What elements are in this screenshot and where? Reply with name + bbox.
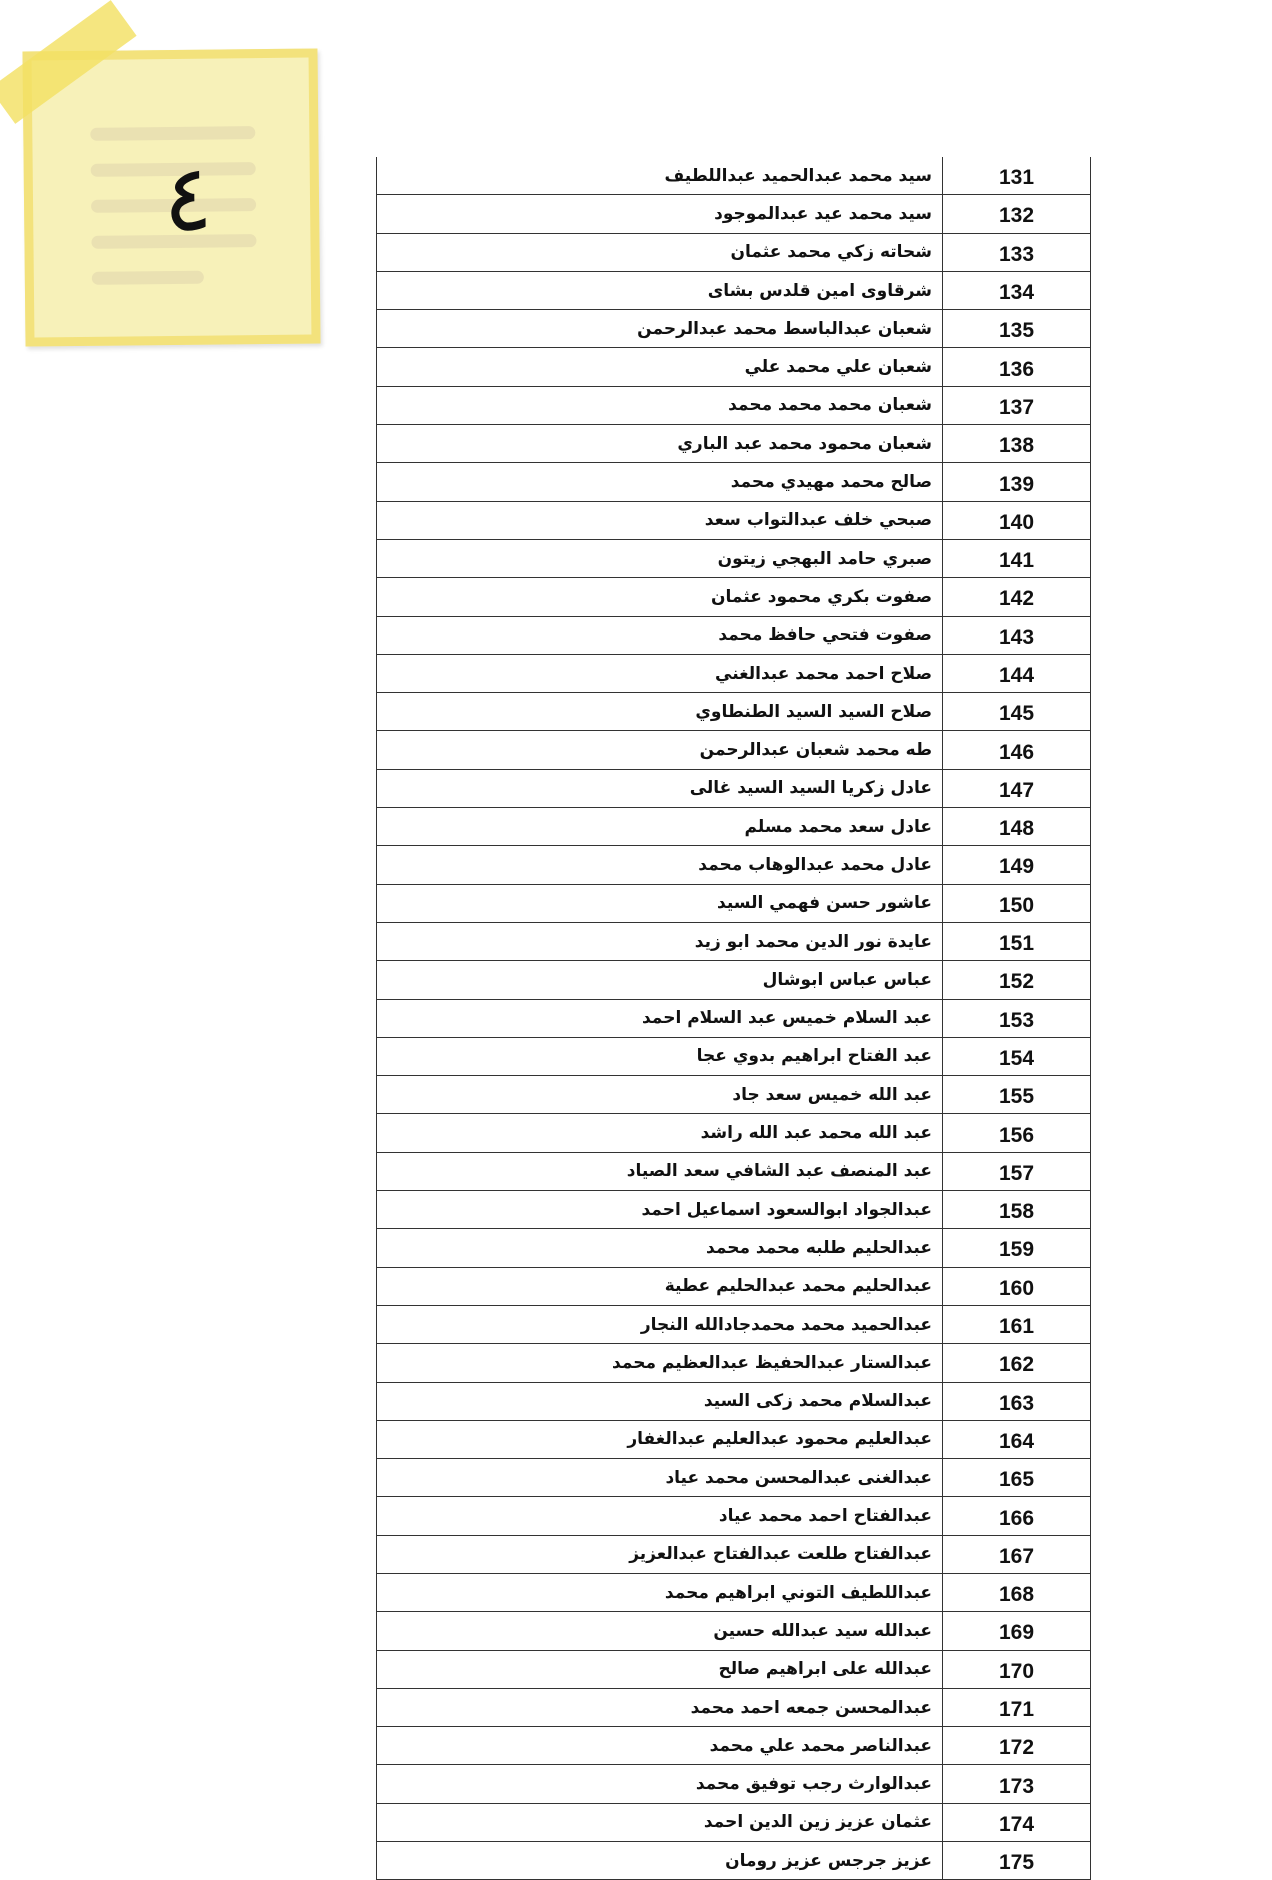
table-row: [377, 693, 1091, 731]
number-cell: 146: [943, 731, 1091, 769]
name-cell: شعبان محمود محمد عبد الباري: [377, 425, 943, 463]
number-cell: 142: [943, 578, 1091, 616]
number-cell: 131: [943, 157, 1091, 195]
name-cell: عاشور حسن فهمي السيد: [377, 884, 943, 922]
number-cell: 164: [943, 1420, 1091, 1458]
table-row: [377, 1497, 1091, 1535]
number-cell: 134: [943, 271, 1091, 309]
number-cell: 163: [943, 1382, 1091, 1420]
number-cell: 155: [943, 1076, 1091, 1114]
table-row: [377, 539, 1091, 577]
table-row: [377, 501, 1091, 539]
number-cell: 174: [943, 1803, 1091, 1841]
name-cell: عبد الفتاح ابراهيم بدوي عجا: [377, 1037, 943, 1075]
table-row: [377, 654, 1091, 692]
number-cell: 138: [943, 425, 1091, 463]
number-cell: 160: [943, 1267, 1091, 1305]
name-cell: عزيز جرجس عزيز رومان: [377, 1842, 943, 1880]
number-cell: 135: [943, 310, 1091, 348]
table-row: [377, 157, 1091, 195]
number-cell: 158: [943, 1191, 1091, 1229]
table-row: [377, 1076, 1091, 1114]
number-cell: 141: [943, 539, 1091, 577]
table-row: [377, 1535, 1091, 1573]
number-cell: 175: [943, 1842, 1091, 1880]
table-row: [377, 1382, 1091, 1420]
table-row: [377, 1267, 1091, 1305]
table-row: [377, 731, 1091, 769]
number-cell: 169: [943, 1612, 1091, 1650]
name-cell: عبدالحميد محمد محمدجادالله النجار: [377, 1305, 943, 1343]
table-row: [377, 769, 1091, 807]
number-cell: 147: [943, 769, 1091, 807]
number-cell: 167: [943, 1535, 1091, 1573]
name-cell: عبد الله محمد عبد الله راشد: [377, 1114, 943, 1152]
number-cell: 136: [943, 348, 1091, 386]
name-cell: عبد المنصف عبد الشافي سعد الصياد: [377, 1152, 943, 1190]
number-cell: 161: [943, 1305, 1091, 1343]
name-cell: سيد محمد عبدالحميد عبداللطيف: [377, 157, 943, 195]
name-cell: شرقاوى امين قلدس بشاى: [377, 271, 943, 309]
number-cell: 156: [943, 1114, 1091, 1152]
name-cell: عبدالمحسن جمعه احمد محمد: [377, 1688, 943, 1726]
name-cell: عبدالله سيد عبدالله حسين: [377, 1612, 943, 1650]
table-row: [377, 1344, 1091, 1382]
number-cell: 173: [943, 1765, 1091, 1803]
table-row: [377, 1573, 1091, 1611]
name-cell: عبدالفتاح احمد محمد عياد: [377, 1497, 943, 1535]
name-cell: عادل زكريا السيد السيد غالى: [377, 769, 943, 807]
number-cell: 144: [943, 654, 1091, 692]
number-cell: 145: [943, 693, 1091, 731]
name-cell: عثمان عزيز زين الدين احمد: [377, 1803, 943, 1841]
name-cell: صفوت بكري محمود عثمان: [377, 578, 943, 616]
number-cell: 143: [943, 616, 1091, 654]
table-row: [377, 386, 1091, 424]
note-line-decoration: [92, 271, 204, 285]
table-row: [377, 1191, 1091, 1229]
names-table-body: [377, 157, 1091, 1880]
table-row: [377, 1420, 1091, 1458]
number-cell: 132: [943, 195, 1091, 233]
sticky-note: [22, 48, 320, 346]
table-row: [377, 1727, 1091, 1765]
name-cell: عبدالفتاح طلعت عبدالفتاح عبدالعزيز: [377, 1535, 943, 1573]
table-row: [377, 348, 1091, 386]
name-cell: عبدالحليم طلبه محمد محمد: [377, 1229, 943, 1267]
table-row: [377, 846, 1091, 884]
table-row: [377, 922, 1091, 960]
name-cell: صبحي خلف عبدالتواب سعد: [377, 501, 943, 539]
number-cell: 172: [943, 1727, 1091, 1765]
number-cell: 140: [943, 501, 1091, 539]
number-cell: 166: [943, 1497, 1091, 1535]
page-number: ٤: [162, 144, 214, 253]
table-row: [377, 1229, 1091, 1267]
number-cell: 148: [943, 808, 1091, 846]
table-row: [377, 1765, 1091, 1803]
table-row: [377, 578, 1091, 616]
number-cell: 153: [943, 999, 1091, 1037]
name-cell: عايدة نور الدين محمد ابو زيد: [377, 922, 943, 960]
table-row: [377, 1688, 1091, 1726]
table-row: [377, 1037, 1091, 1075]
number-cell: 171: [943, 1688, 1091, 1726]
name-cell: عبدالجواد ابوالسعود اسماعيل احمد: [377, 1191, 943, 1229]
number-cell: 154: [943, 1037, 1091, 1075]
table-row: [377, 310, 1091, 348]
name-cell: عبدالغنى عبدالمحسن محمد عياد: [377, 1459, 943, 1497]
table-row: [377, 1650, 1091, 1688]
table-row: [377, 884, 1091, 922]
table-row: [377, 1842, 1091, 1880]
table-row: [377, 1803, 1091, 1841]
table-row: [377, 999, 1091, 1037]
number-cell: 157: [943, 1152, 1091, 1190]
name-cell: شعبان علي محمد علي: [377, 348, 943, 386]
number-cell: 151: [943, 922, 1091, 960]
name-cell: عبداللطيف التوني ابراهيم محمد: [377, 1573, 943, 1611]
table-row: [377, 425, 1091, 463]
table-row: [377, 1114, 1091, 1152]
name-cell: صبري حامد البهجي زيتون: [377, 539, 943, 577]
name-cell: عادل سعد محمد مسلم: [377, 808, 943, 846]
number-cell: 162: [943, 1344, 1091, 1382]
number-cell: 133: [943, 233, 1091, 271]
number-cell: 168: [943, 1573, 1091, 1611]
name-cell: عبدالعليم محمود عبدالعليم عبدالغفار: [377, 1420, 943, 1458]
table-row: [377, 233, 1091, 271]
name-cell: صلاح السيد السيد الطنطاوي: [377, 693, 943, 731]
number-cell: 150: [943, 884, 1091, 922]
name-cell: عبدالستار عبدالحفيظ عبدالعظيم محمد: [377, 1344, 943, 1382]
name-cell: شعبان محمد محمد محمد: [377, 386, 943, 424]
name-cell: عبدالناصر محمد علي محمد: [377, 1727, 943, 1765]
table-row: [377, 1152, 1091, 1190]
name-cell: شحاته زكي محمد عثمان: [377, 233, 943, 271]
name-cell: عبد الله خميس سعد جاد: [377, 1076, 943, 1114]
number-cell: 165: [943, 1459, 1091, 1497]
name-cell: صفوت فتحي حافظ محمد: [377, 616, 943, 654]
number-cell: 170: [943, 1650, 1091, 1688]
table-row: [377, 1612, 1091, 1650]
name-cell: عادل محمد عبدالوهاب محمد: [377, 846, 943, 884]
table-row: [377, 1305, 1091, 1343]
table-row: [377, 463, 1091, 501]
name-cell: عبدالوارث رجب توفيق محمد: [377, 1765, 943, 1803]
table-row: [377, 961, 1091, 999]
table-row: [377, 808, 1091, 846]
name-cell: عبدالسلام محمد زكى السيد: [377, 1382, 943, 1420]
name-cell: عباس عباس ابوشال: [377, 961, 943, 999]
names-table: [376, 157, 1091, 1880]
table-row: [377, 271, 1091, 309]
number-cell: 149: [943, 846, 1091, 884]
name-cell: عبد السلام خميس عبد السلام احمد: [377, 999, 943, 1037]
table-row: [377, 1459, 1091, 1497]
number-cell: 152: [943, 961, 1091, 999]
number-cell: 159: [943, 1229, 1091, 1267]
name-cell: عبدالحليم محمد عبدالحليم عطية: [377, 1267, 943, 1305]
number-cell: 139: [943, 463, 1091, 501]
name-cell: صلاح احمد محمد عبدالغني: [377, 654, 943, 692]
name-cell: صالح محمد مهيدي محمد: [377, 463, 943, 501]
table-row: [377, 616, 1091, 654]
name-cell: سيد محمد عيد عبدالموجود: [377, 195, 943, 233]
name-cell: شعبان عبدالباسط محمد عبدالرحمن: [377, 310, 943, 348]
table-row: [377, 195, 1091, 233]
name-cell: طه محمد شعبان عبدالرحمن: [377, 731, 943, 769]
number-cell: 137: [943, 386, 1091, 424]
name-cell: عبدالله على ابراهيم صالح: [377, 1650, 943, 1688]
